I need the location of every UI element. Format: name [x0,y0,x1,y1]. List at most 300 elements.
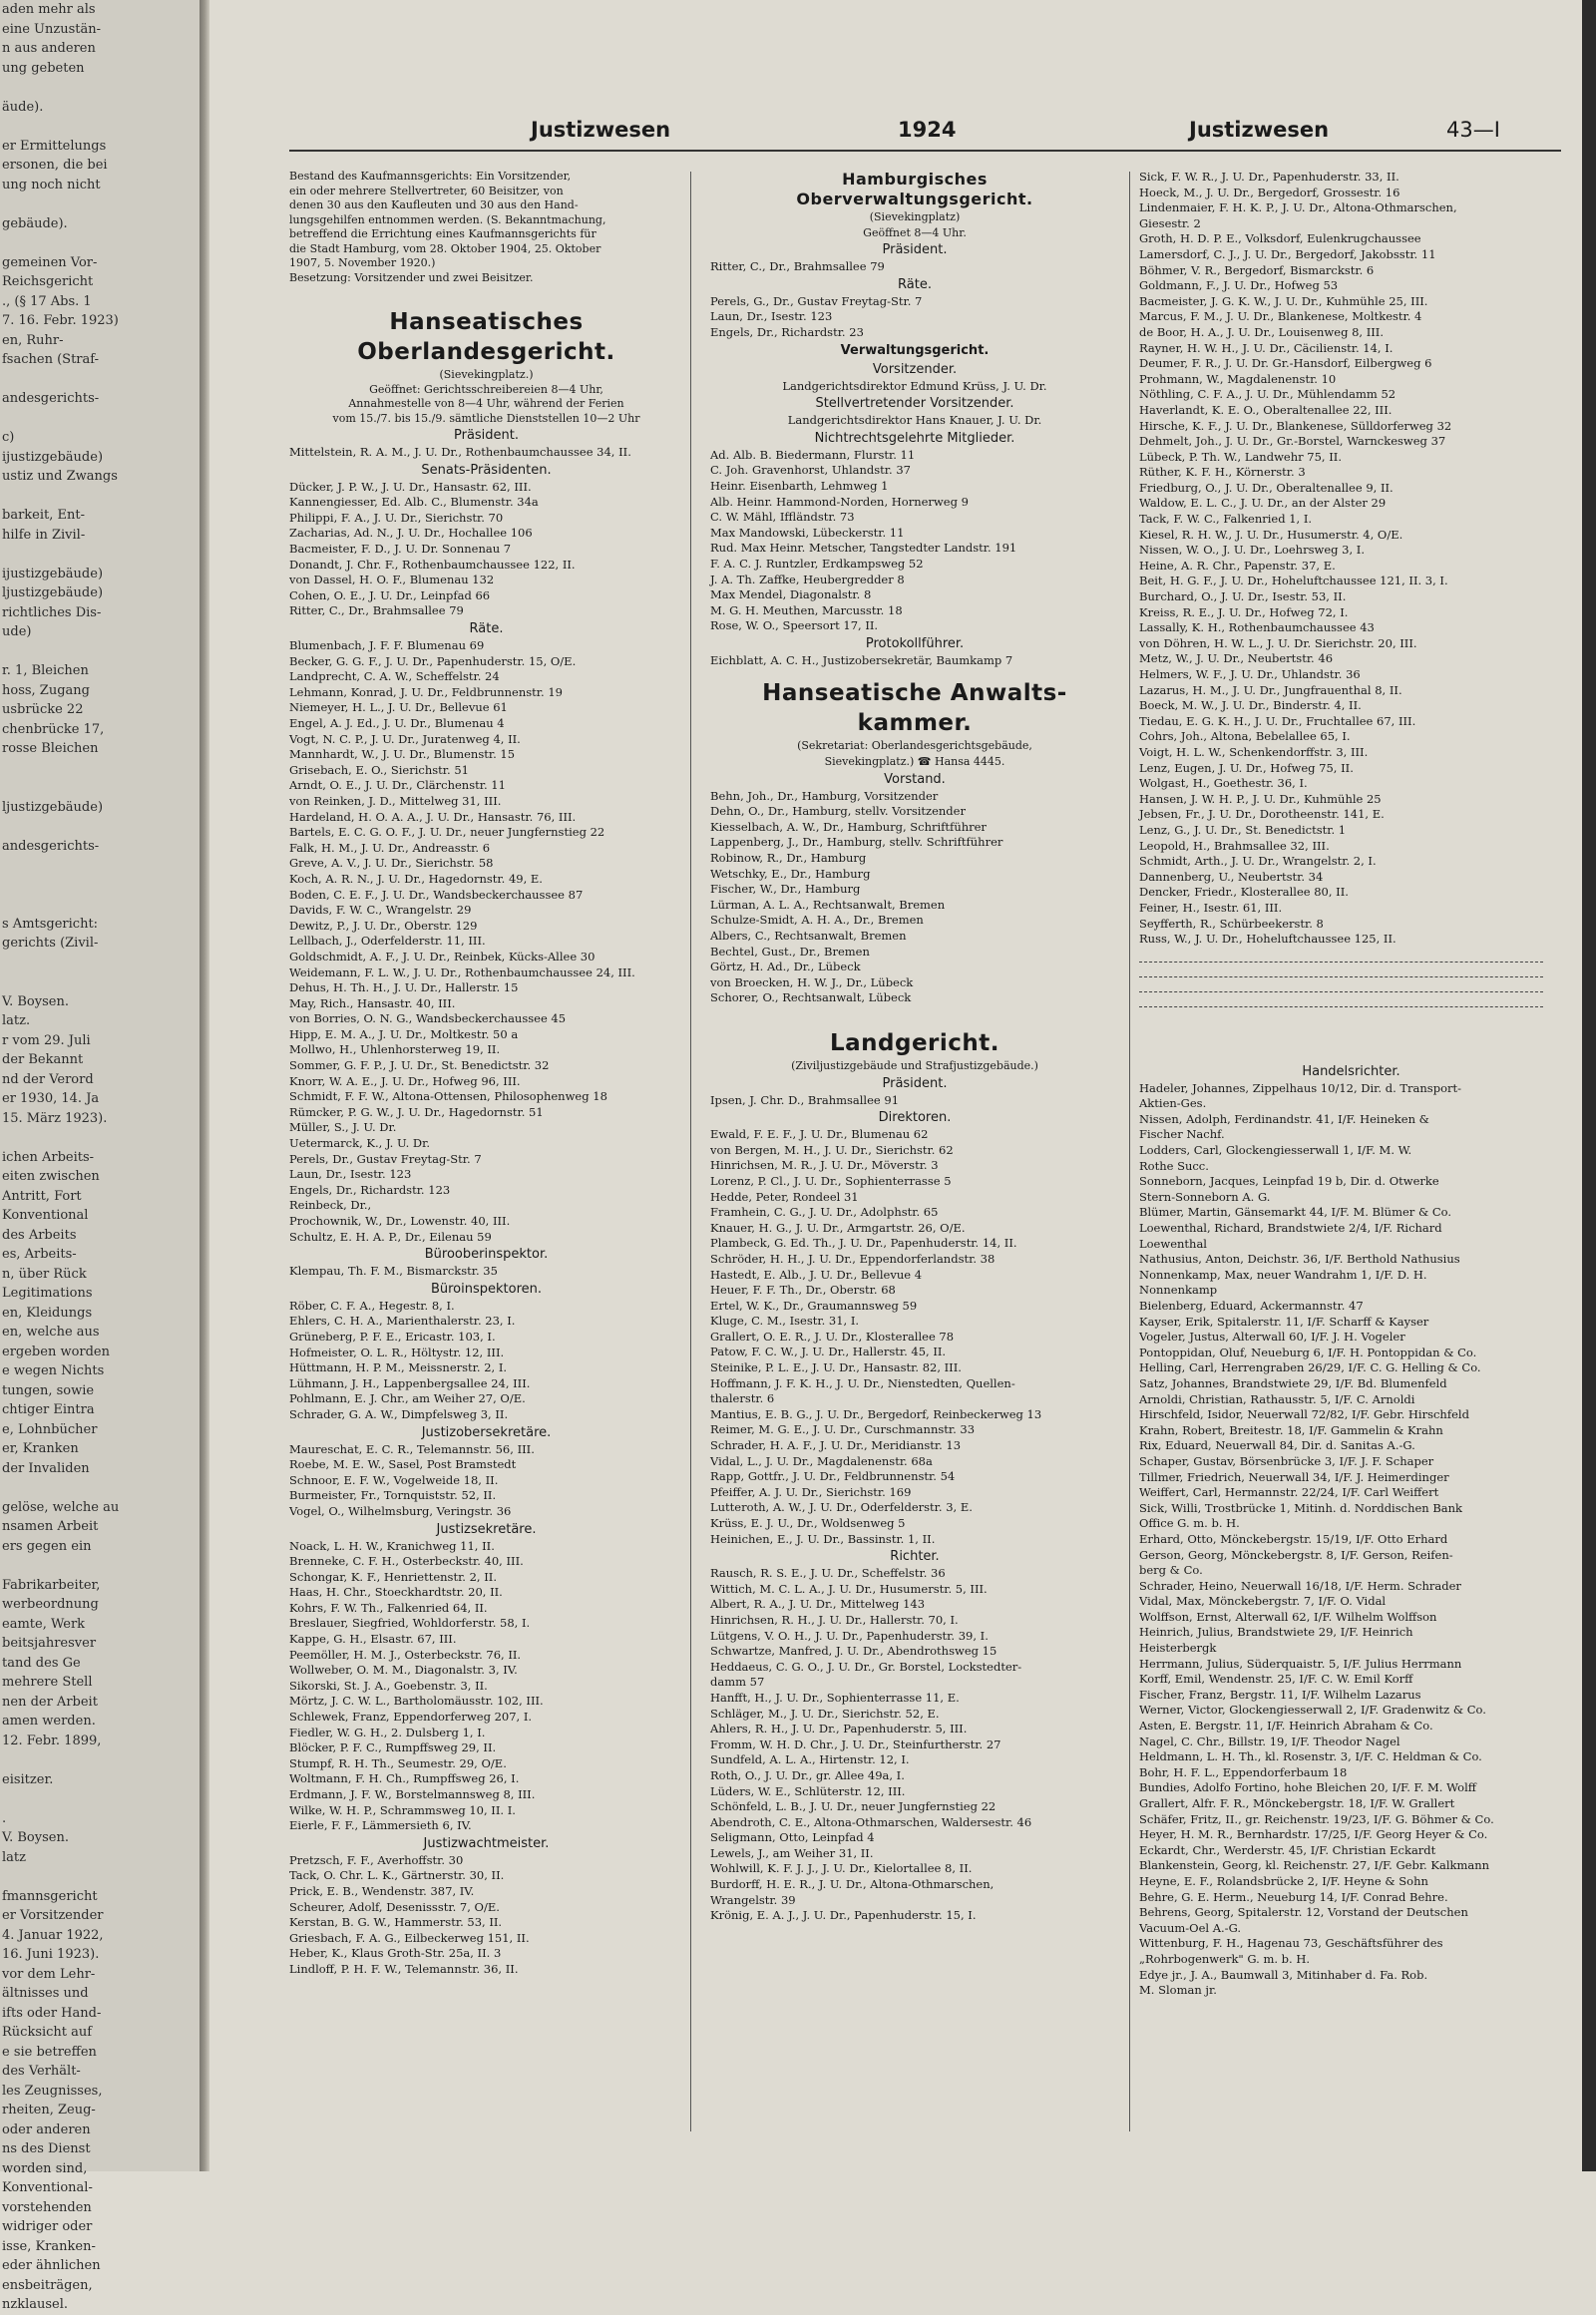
list-entry: Wittenburg, F. H., Hagenau 73, Geschäftsführer des [1139,1936,1443,1951]
list-ovg-praesident [710,259,1119,275]
fragment-line [0,117,204,137]
list-justizobersekretaere [289,1442,683,1520]
list-vorstand [710,789,1119,1006]
list-entry: Fischer, W., Dr., Hamburg [710,882,861,897]
landgericht-subtitle: (Ziviljustizgebäude und Strafjustizgebäude.) [791,1058,1038,1072]
list-entry: Eckardt, Chr., Werderstr. 45, I/F. Christian Eckardt [1139,1842,1436,1857]
fragment-line: Reichsgericht [2,274,94,289]
list-entry: Deumer, F. R., J. U. Dr. Gr.-Hansdorf, Eilbergweg 6 [1139,356,1432,371]
fragment-line: Legitimations [2,1286,93,1301]
list-entry: Burmeister, Fr., Tornquiststr. 52, II. [289,1488,497,1503]
fragment-line: e, Lohnbücher [2,1421,98,1437]
anwaltskammer-title-2: kammer. [857,710,973,737]
list-entry: Prohmann, W., Magdalenenstr. 10 [1139,371,1337,386]
list-entry: Heinrich, Julius, Brandstwiete 29, I/F. Heinrich [1139,1625,1413,1640]
list-entry: Waldow, E. L. C., J. U. Dr., an der Alster 29 [1139,496,1387,511]
list-entry: Roebe, M. E. W., Sasel, Post Bramstedt [289,1457,517,1472]
list-richter [710,1566,1119,1924]
list-entry: Rix, Eduard, Neuerwall 84, Dir. d. Sanitas A.-G. [1139,1438,1415,1453]
fragment-line: widriger oder [2,2219,93,2234]
header-right: Justizwesen [1189,118,1330,142]
list-entry: Goldmann, F., J. U. Dr., Hofweg 53 [1139,278,1339,293]
list-entry: Sommer, G. F. P., J. U. Dr., St. Benedictstr. 32 [289,1058,550,1073]
list-entry: Vogeler, Justus, Alterwall 60, I/F. J. H. Vogeler [1139,1330,1405,1345]
list-entry: damm 57 [710,1675,765,1690]
list-entry: Kayser, Erik, Spitalerstr. 11, I/F. Scharff & Kayser [1139,1314,1429,1329]
list-entry: Behn, Joh., Dr., Hamburg, Vorsitzender [710,788,939,803]
list-entry: denen 30 aus den Kaufleuten und 30 aus den Hand- [289,198,579,211]
list-entry: Schröder, H. H., J. U. Dr., Eppendorferlandstr. 38 [710,1251,996,1266]
list-entry: Grallert, O. E. R., J. U. Dr., Klosterallee 78 [710,1329,955,1344]
list-entry: Bartels, E. C. G. O. F., J. U. Dr., neuer Jungfernstieg 22 [289,825,605,840]
list-entry: Bundies, Adolfo Fortino, hohe Bleichen 20, I/F. F. M. Wolff [1139,1780,1476,1795]
list-entry: Fiedler, W. G. H., 2. Dulsberg 1, I. [289,1725,486,1739]
fragment-line: nsamen Arbeit [2,1519,99,1534]
fragment-line [0,1128,204,1148]
list-entry: Vacuum-Oel A.-G. [1139,1920,1241,1935]
list-entry: Burchard, O., J. U. Dr., Isestr. 53, II. [1139,589,1347,604]
list-entry: Nagel, C. Chr., Billstr. 19, I/F. Theodor Nagel [1139,1734,1400,1748]
fragment-line [0,194,204,214]
list-entry: Landgerichtsdirektor Edmund Krüss, J. U. Dr. [782,378,1047,393]
list-entry: Kannengiesser, Ed. Alb. C., Blumenstr. 34a [289,495,539,510]
list-entry: Schrader, G. A. W., Dimpfelsweg 3, II. [289,1406,509,1421]
list-entry: Lutteroth, A. W., J. U. Dr., Oderfelderstr. 3, E. [710,1500,973,1515]
list-entry: Wollweber, O. M. M., Diagonalstr. 3, IV. [289,1663,518,1678]
list-entry: Helmers, W. F., J. U. Dr., Uhlandstr. 36 [1139,667,1361,681]
list-entry: Aktien-Ges. [1139,1096,1207,1111]
list-nichtrechtsgelehrte [710,448,1119,634]
list-entry: Rausch, R. S. E., J. U. Dr., Scheffelstr. 36 [710,1566,946,1581]
list-entry: Boden, C. E. F., J. U. Dr., Wandsbeckerchaussee 87 [289,887,584,902]
list-entry: Brenneke, C. F. H., Osterbeckstr. 40, III. [289,1554,524,1569]
fragment-line: ijustizgebäude) [2,566,104,581]
fragment-line: ers gegen ein [2,1538,92,1554]
section-ovg-raete: Räte. [898,276,932,292]
ola-hours [289,383,683,427]
list-entry: Mantius, E. B. G., J. U. Dr., Bergedorf, Reinbeckerweg 13 [710,1406,1042,1421]
ovg-title-1: Hamburgisches [842,170,988,189]
fragment-line: der Bekannt [2,1052,84,1067]
section-raete: Räte. [469,621,504,637]
section-richter: Richter. [890,1549,940,1565]
list-protokollfuehrer [710,653,1119,669]
list-entry: Helling, Carl, Herrengraben 26/29, I/F. C. G. Helling & Co. [1139,1360,1481,1375]
list-entry: Hansen, J. W. H. P., J. U. Dr., Kuhmühle 25 [1139,791,1382,806]
list-buerooberinspektor [289,1264,683,1280]
fragment-line: nzklausel. [2,2297,69,2312]
list-entry: May, Rich., Hansastr. 40, III. [289,995,456,1010]
list-entry: Landgerichtsdirektor Hans Knauer, J. U. Dr. [787,413,1042,428]
fragment-line [0,545,204,565]
list-entry: Max Mendel, Diagonalstr. 8 [710,587,872,602]
list-entry: Metz, W., J. U. Dr., Neubertstr. 46 [1139,651,1334,666]
list-entry: Engels, Dr., Richardstr. 123 [289,1182,451,1197]
fragment-line: en, Ruhr- [2,332,64,348]
list-entry: Laun, Dr., Isestr. 123 [710,309,833,324]
fragment-line: ljustizgebäude) [2,799,104,815]
fragment-line: er 1930, 14. Ja [2,1091,100,1106]
list-entry: F. A. C. J. Runtzler, Erdkampsweg 52 [710,556,924,571]
list-entry: Rothe Succ. [1139,1158,1209,1173]
fragment-line [0,856,204,876]
list-entry: von Bergen, M. H., J. U. Dr., Sierichstr. 62 [710,1142,954,1157]
list-entry: Hanfft, H., J. U. Dr., Sophienterrasse 11, E. [710,1690,960,1705]
list-entry: Heddaeus, C. G. O., J. U. Dr., Gr. Borstel, Lockstedter- [710,1659,1022,1674]
list-entry: Pontoppidan, Oluf, Neueburg 6, I/F. H. Pontoppidan & Co. [1139,1345,1477,1359]
section-buerooberinspektor: Bürooberinspektor. [424,1247,549,1263]
fragment-line: ung noch nicht [2,177,101,193]
list-entry: Scheurer, Adolf, Desenissstr. 7, O/E. [289,1899,500,1914]
list-entry: Wrangelstr. 39 [710,1892,796,1907]
list-entry: Schwartze, Manfred, J. U. Dr., Abendrothsweg 15 [710,1644,998,1659]
fragment-line: vorstehenden [2,2199,92,2215]
fragment-line: fmannsgericht [2,1888,98,1904]
fragment-line: ifts oder Hand- [2,2005,102,2021]
fragment-line [0,370,204,390]
fragment-line: V. Boysen. [2,993,69,1009]
list-entry: Nonnenkamp, Max, neuer Wandrahm 1, I/F. D. H. [1139,1267,1427,1282]
list-entry: Schläger, M., J. U. Dr., Sierichstr. 52, E. [710,1706,940,1721]
section-bueroinspektoren: Büroinspektoren. [430,1281,543,1297]
list-entry: Blankenstein, Georg, kl. Reichenstr. 27, I/F. Gebr. Kalkmann [1139,1858,1490,1873]
list-ovg-raete [710,294,1119,341]
fragment-line: 15. März 1923). [2,1110,108,1126]
header-left: Justizwesen [531,118,671,142]
fragment-line: tungen, sowie [2,1382,95,1398]
list-direktoren [710,1127,1119,1547]
list-entry: Loewenthal [1139,1236,1207,1251]
dash-line [1139,963,1543,977]
list-entry: Asten, E. Bergstr. 11, I/F. Heinrich Abraham & Co. [1139,1719,1433,1734]
list-entry: Ewald, F. E. F., J. U. Dr., Blumenau 62 [710,1127,929,1142]
list-entry: Hüttmann, H. P. M., Meissnerstr. 2, I. [289,1360,508,1375]
fragment-line [0,487,204,507]
list-entry: M. G. H. Meuthen, Marcusstr. 18 [710,602,903,617]
list-entry: Albert, R. A., J. U. Dr., Mittelweg 143 [710,1597,926,1612]
list-entry: Breslauer, Siegfried, Wohldorferstr. 58, I. [289,1616,531,1631]
list-praesident [289,445,683,461]
list-bueroinspektoren [289,1299,683,1423]
list-entry: Abendroth, C. E., Altona-Othmarschen, Waldersestr. 46 [710,1814,1032,1829]
list-entry: Peemöller, H. M. J., Osterbeckstr. 76, II. [289,1647,522,1662]
list-entry: Mannhardt, W., J. U. Dr., Blumenstr. 15 [289,747,516,762]
list-entry: Heinr. Eisenbarth, Lehmweg 1 [710,478,889,493]
fragment-line: les Zeugnisses, [2,2083,103,2099]
list-entry: Ritter, C., Dr., Brahmsallee 79 [710,259,885,274]
list-entry: Engels, Dr., Richardstr. 23 [710,324,864,339]
fragment-line: ., (§ 17 Abs. 1 [2,293,92,309]
fragment-line [0,876,204,896]
section-justizsekretaere: Justizsekretäre. [436,1521,537,1537]
list-entry: Hoeck, M., J. U. Dr., Bergedorf, Grossestr. 16 [1139,185,1400,199]
list-entry: Uetermarck, K., J. U. Dr. [289,1136,431,1151]
list-entry: Hirschfeld, Isidor, Neuerwall 72/82, I/F. Gebr. Hirschfeld [1139,1407,1469,1422]
list-entry: von Borries, O. N. G., Wandsbeckerchaussee 45 [289,1011,567,1026]
book-gutter [200,0,209,2171]
list-entry: Schlewek, Franz, Eppendorferweg 207, I. [289,1710,533,1725]
list-entry: Laun, Dr., Isestr. 123 [289,1167,412,1182]
list-entry: Alb. Heinr. Hammond-Norden, Hornerweg 9 [710,494,969,509]
fragment-line: mehrere Stell [2,1675,93,1690]
list-entry: Nöthling, C. F. A., J. U. Dr., Mühlendamm 52 [1139,387,1396,402]
list-entry: Hoffmann, J. F. K. H., J. U. Dr., Nienstedten, Quellen- [710,1375,1015,1390]
fragment-line: hilfe in Zivil- [2,527,86,543]
section-verwaltungsgericht: Verwaltungsgericht. [840,342,990,358]
list-entry: Greve, A. V., J. U. Dr., Sierichstr. 58 [289,856,494,871]
list-entry: Schorer, O., Rechtsanwalt, Lübeck [710,990,912,1005]
fragment-line: ersonen, die bei [2,158,108,173]
fragment-line [0,972,204,992]
list-entry: Korff, Emil, Wendenstr. 25, I/F. C. W. Emil Korff [1139,1672,1413,1687]
fragment-line: tand des Ge [2,1655,81,1671]
fragment-line: latz. [2,1013,31,1028]
list-entry: Heber, K., Klaus Groth-Str. 25a, II. 3 [289,1946,502,1961]
list-entry: Nissen, W. O., J. U. Dr., Loehrsweg 3, I. [1139,543,1365,558]
list-entry: Fischer, Franz, Bergstr. 11, I/F. Wilhelm Lazarus [1139,1687,1421,1702]
list-entry: thalerstr. 6 [710,1391,775,1406]
fragment-line: äude). [2,99,44,115]
fragment-line: eisitzer. [2,1771,54,1787]
list-entry: Falk, H. M., J. U. Dr., Andreasstr. 6 [289,840,491,855]
list-entry: Heine, A. R. Chr., Papenstr. 37, E. [1139,558,1336,573]
fragment-line: latz [2,1849,26,1865]
list-entry: Röber, C. F. A., Hegestr. 8, I. [289,1298,455,1313]
column-2 [710,170,1119,1924]
list-handelsrichter [1139,1081,1563,1999]
list-entry: Grallert, Alfr. F. R., Mönckebergstr. 18, I/F. W. Grallert [1139,1796,1455,1810]
list-entry: Werner, Victor, Glockengiesserwall 2, I/F. Gradenwitz & Co. [1139,1703,1486,1718]
list-entry: Besetzung: Vorsitzender und zwei Beisitzer. [289,270,534,284]
column-rule-1 [690,172,691,2131]
list-entry: Schönfeld, L. B., J. U. Dr., neuer Jungfernstieg 22 [710,1799,997,1814]
fragment-line: rheiten, Zeug- [2,2103,96,2118]
fragment-line: c) [2,430,15,445]
fragment-line: worden sind, [2,2160,88,2176]
fragment-line: Konventional [2,1208,89,1223]
list-lg-praesident [710,1093,1119,1109]
list-entry: Kappe, G. H., Elsastr. 67, III. [289,1632,457,1647]
fragment-line: ergeben worden [2,1344,110,1359]
ovg-subtitle: (Sievekingplatz) [869,210,961,223]
fragment-line: gelöse, welche au [2,1499,120,1515]
list-entry: Dencker, Friedr., Klosterallee 80, II. [1139,885,1349,900]
section-lg-praesident: Präsident. [882,1075,948,1091]
list-entry: Rayner, H. W. H., J. U. Dr., Cäcilienstr. 14, I. [1139,340,1394,355]
fragment-line: andesgerichts- [2,838,100,854]
list-entry: Hadeler, Johannes, Zippelhaus 10/12, Dir. d. Transport- [1139,1080,1461,1095]
header-rule [289,150,1561,152]
fragment-line: . [2,1810,7,1826]
list-entry: Mollwo, H., Uhlenhorsterweg 19, II. [289,1042,501,1057]
list-entry: Woltmann, F. H. Ch., Rumpffsweg 26, I. [289,1771,520,1786]
list-entry: Framhein, C. G., J. U. Dr., Adolphstr. 65 [710,1205,939,1220]
list-entry: Schongar, K. F., Henriettenstr. 2, II. [289,1569,497,1584]
list-entry: Marcus, F. M., J. U. Dr., Blankenese, Moltkestr. 4 [1139,309,1422,324]
list-entry: „Rohrbogenwerk" G. m. b. H. [1139,1951,1311,1966]
list-entry: Roth, O., J. U. Dr., gr. Allee 49a, I. [710,1767,905,1782]
list-entry: Lenz, G., J. U. Dr., St. Benedictstr. 1 [1139,822,1347,837]
list-entry: Behrens, Georg, Spitalerstr. 12, Vorstand der Deutschen [1139,1905,1468,1920]
list-entry: Schulze-Smidt, A. H. A., Dr., Bremen [710,913,924,928]
list-entry: Heyne, E. F., Rolandsbrücke 2, I/F. Heyne & Sohn [1139,1873,1428,1888]
list-entry: Lindenmaier, F. H. K. P., J. U. Dr., Altona-Othmarschen, [1139,200,1457,215]
list-entry: Nonnenkamp [1139,1283,1218,1298]
list-entry: Cohrs, Joh., Altona, Bebelallee 65, I. [1139,729,1351,744]
fragment-line: des Verhält- [2,2064,81,2079]
list-entry: Noack, L. H. W., Kranichweg 11, II. [289,1538,495,1553]
list-entry: Blumenbach, J. F. F. Blumenau 69 [289,638,485,653]
list-entry: Seligmann, Otto, Leinpfad 4 [710,1830,875,1845]
list-entry: Heinichen, E., J. U. Dr., Bassinstr. 1, II. [710,1531,936,1546]
list-entry: Weiffert, Carl, Hermannstr. 22/24, I/F. Carl Weiffert [1139,1485,1439,1500]
fragment-line: r. 1, Bleichen [2,663,89,678]
list-entry: Beit, H. G. F., J. U. Dr., Hoheluftchaussee 121, II. 3, I. [1139,574,1448,588]
list-entry: de Boor, H. A., J. U. Dr., Louisenweg 8, III. [1139,324,1385,339]
list-entry: Leopold, H., Brahmsallee 32, III. [1139,838,1330,853]
fragment-line: 4. Januar 1922, [2,1927,104,1943]
list-entry: Weidemann, F. L. W., J. U. Dr., Rothenbaumchaussee 24, III. [289,965,635,979]
list-entry: Fromm, W. H. D. Chr., J. U. Dr., Steinfurtherstr. 27 [710,1736,1001,1751]
fragment-line [0,1556,204,1576]
list-entry: Dücker, J. P. W., J. U. Dr., Hansastr. 62, III. [289,479,532,494]
list-entry: Müller, S., J. U. Dr. [289,1120,397,1135]
fragment-line [0,1478,204,1498]
list-entry: Ipsen, J. Chr. D., Brahmsallee 91 [710,1092,900,1107]
fragment-line: andesgerichts- [2,391,100,406]
list-entry: Hirsche, K. F., J. U. Dr., Blankenese, Sülldorferweg 32 [1139,418,1452,433]
list-entry: ein oder mehrere Stellvertreter, 60 Beisitzer, von [289,184,564,197]
list-entry: Dehus, H. Th. H., J. U. Dr., Hallerstr. 15 [289,980,519,995]
list-entry: Sonneborn, Jacques, Leinpfad 19 b, Dir. d. Otwerke [1139,1174,1439,1189]
fragment-line [0,759,204,779]
list-justizsekretaere [289,1539,683,1834]
fragment-line: eamte, Werk [2,1616,86,1632]
fragment-line: isse, Kranken- [2,2238,96,2254]
fragment-line: werbeordnung [2,1597,99,1612]
list-entry: Schultz, E. H. A. P., Dr., Eilenau 59 [289,1229,492,1244]
list-entry: Griesbach, F. A. G., Eilbeckerweg 151, II. [289,1930,530,1945]
list-entry: Hipp, E. M. A., J. U. Dr., Moltkestr. 50 a [289,1026,519,1041]
list-entry: Böhmer, V. R., Bergedorf, Bismarckstr. 6 [1139,262,1375,277]
list-entry: Hinrichsen, M. R., J. U. Dr., Möverstr. 3 [710,1158,939,1173]
list-entry: Grisebach, E. O., Sierichstr. 51 [289,762,469,777]
list-entry: Pohlmann, E. J. Chr., am Weiher 27, O/E. [289,1391,526,1406]
fragment-line: ichen Arbeits- [2,1149,95,1165]
list-entry: Friedburg, O., J. U. Dr., Oberaltenallee 9, II. [1139,480,1394,495]
list-entry: Behre, G. E. Herm., Neueburg 14, I/F. Conrad Behre. [1139,1889,1448,1904]
list-entry: Kiesel, R. H. W., J. U. Dr., Husumerstr. 4, O/E. [1139,527,1403,542]
list-entry: Eichblatt, A. C. H., Justizobersekretär, Baumkamp 7 [710,652,1013,667]
list-entry: Rüther, K. F. H., Körnerstr. 3 [1139,465,1306,480]
fragment-line: n aus anderen [2,41,96,56]
list-entry: Bacmeister, F. D., J. U. Dr. Sonnenau 7 [289,542,512,557]
fragment-line: Rücksicht auf [2,2025,93,2040]
list-entry: Ad. Alb. B. Biedermann, Flurstr. 11 [710,447,916,462]
list-entry: Albers, C., Rechtsanwalt, Bremen [710,929,907,943]
list-entry: Bestand des Kaufmannsgerichts: Ein Vorsitzender, [289,170,572,183]
fragment-line: eine Unzustän- [2,21,102,37]
list-entry: Ahlers, R. H., J. U. Dr., Papenhuderstr. 5, III. [710,1722,968,1736]
list-entry: Grüneberg, P. F. E., Ericastr. 103, I. [289,1329,496,1344]
list-vorsitzender [710,379,1119,395]
list-entry: Knauer, H. G., J. U. Dr., Armgartstr. 26, O/E. [710,1220,966,1235]
list-entry: Haverlandt, K. E. O., Oberaltenallee 22, III. [1139,402,1393,417]
fragment-line: 12. Febr. 1899, [2,1733,102,1748]
list-entry: Satz, Johannes, Brandstwiete 29, I/F. Bd. Blumenfeld [1139,1375,1447,1390]
fragment-line: en, Kleidungs [2,1305,93,1321]
list-entry: Lappenberg, J., Dr., Hamburg, stellv. Schriftführer [710,835,1003,850]
list-entry: Hardeland, H. O. A. A., J. U. Dr., Hansastr. 76, III. [289,809,577,824]
fragment-line: gerichts (Zivil- [2,936,99,951]
anwaltskammer-subtitle-2: Sievekingplatz.) ☎ Hansa 4445. [824,755,1005,769]
fragment-line [0,642,204,662]
fragment-line: gebäude). [2,215,68,231]
list-entry: Nathusius, Anton, Deichstr. 36, I/F. Berthold Nathusius [1139,1252,1460,1267]
list-entry: Wetschky, E., Dr., Hamburg [710,866,871,881]
section-senats-praesidenten: Senats-Präsidenten. [421,462,552,478]
fragment-line [0,954,204,973]
list-entry: Zacharias, Ad. N., J. U. Dr., Hochallee 106 [289,526,533,541]
list-entry: Schmidt, Arth., J. U. Dr., Wrangelstr. 2, I. [1139,854,1377,869]
list-entry: Prochownik, W., Dr., Lowenstr. 40, III. [289,1214,511,1228]
fragment-line: nen der Arbeit [2,1694,98,1710]
section-justizwachtmeister: Justizwachtmeister. [423,1835,550,1851]
list-entry: Lazarus, H. M., J. U. Dr., Jungfrauenthal 8, II. [1139,682,1402,697]
list-entry: lungsgehilfen entnommen werden. (S. Bekanntmachung, [289,212,606,226]
list-entry: Hinrichsen, R. H., J. U. Dr., Hallerstr. 70, I. [710,1612,959,1627]
section-handelsrichter: Handelsrichter. [1302,1063,1400,1079]
section-ovg-praesident: Präsident. [882,242,948,258]
list-entry: Maureschat, E. C. R., Telemannstr. 56, III. [289,1441,535,1456]
list-entry: Mörtz, J. C. W. L., Bartholomäusstr. 102, III. [289,1694,544,1709]
page-number: 43—I [1446,118,1500,142]
fragment-line: ung gebeten [2,60,85,76]
fragment-line [0,1867,204,1887]
fragment-line: 16. Juni 1923). [2,1947,100,1962]
list-entry: Kerstan, B. G. W., Hammerstr. 53, II. [289,1915,503,1930]
list-entry: Bechtel, Gust., Dr., Bremen [710,944,870,959]
list-entry: Edye jr., J. A., Baumwall 3, Mitinhaber d. Fa. Rob. [1139,1967,1428,1982]
list-entry: Wohlwill, K. F. J. J., J. U. Dr., Kielortallee 8, II. [710,1861,973,1876]
fragment-line: vor dem Lehr- [2,1966,96,1982]
column-3 [1139,170,1563,1999]
list-entry: Lehmann, Konrad, J. U. Dr., Feldbrunnenstr. 19 [289,684,563,699]
ola-title-2: Oberlandesgericht. [357,339,615,365]
fragment-line: ältnisses und [2,1986,89,2001]
list-entry: Prick, E. B., Wendenstr. 387, IV. [289,1883,475,1898]
list-entry: von Dassel, H. O. F., Blumenau 132 [289,573,495,587]
list-entry: Schrader, Heino, Neuerwall 16/18, I/F. Herm. Schrader [1139,1578,1461,1593]
section-justizobersekretaere: Justizobersekretäre. [421,1424,552,1440]
list-entry: Tack, O. Chr. L. K., Gärtnerstr. 30, II. [289,1868,505,1883]
list-entry: Heisterbergk [1139,1641,1217,1656]
list-entry: Kluge, C. M., Isestr. 31, I. [710,1314,860,1329]
list-entry: Tiedau, E. G. K. H., J. U. Dr., Fruchtallee 67, III. [1139,713,1416,728]
list-entry: Patow, F. C. W., J. U. Dr., Hallerstr. 45, II. [710,1345,947,1359]
fragment-line: e sie betreffen [2,2044,97,2060]
fragment-line [0,817,204,837]
list-entry: Schmidt, F. F. W., Altona-Ottensen, Philosophenweg 18 [289,1089,607,1104]
list-entry: Tillmer, Friedrich, Neuerwall 34, I/F. J. Heimerdinger [1139,1469,1449,1484]
section-direktoren: Direktoren. [878,1110,952,1126]
list-entry: betreffend die Errichtung eines Kaufmannsgerichts für [289,227,597,240]
fragment-line: rosse Bleichen [2,741,99,756]
kaufmannsgericht-note [289,170,683,285]
list-entry: Donandt, J. Chr. F., Rothenbaumchaussee 122, II. [289,557,576,572]
list-entry: M. Sloman jr. [1139,1983,1217,1998]
fragment-line: barkeit, Ent- [2,508,85,523]
